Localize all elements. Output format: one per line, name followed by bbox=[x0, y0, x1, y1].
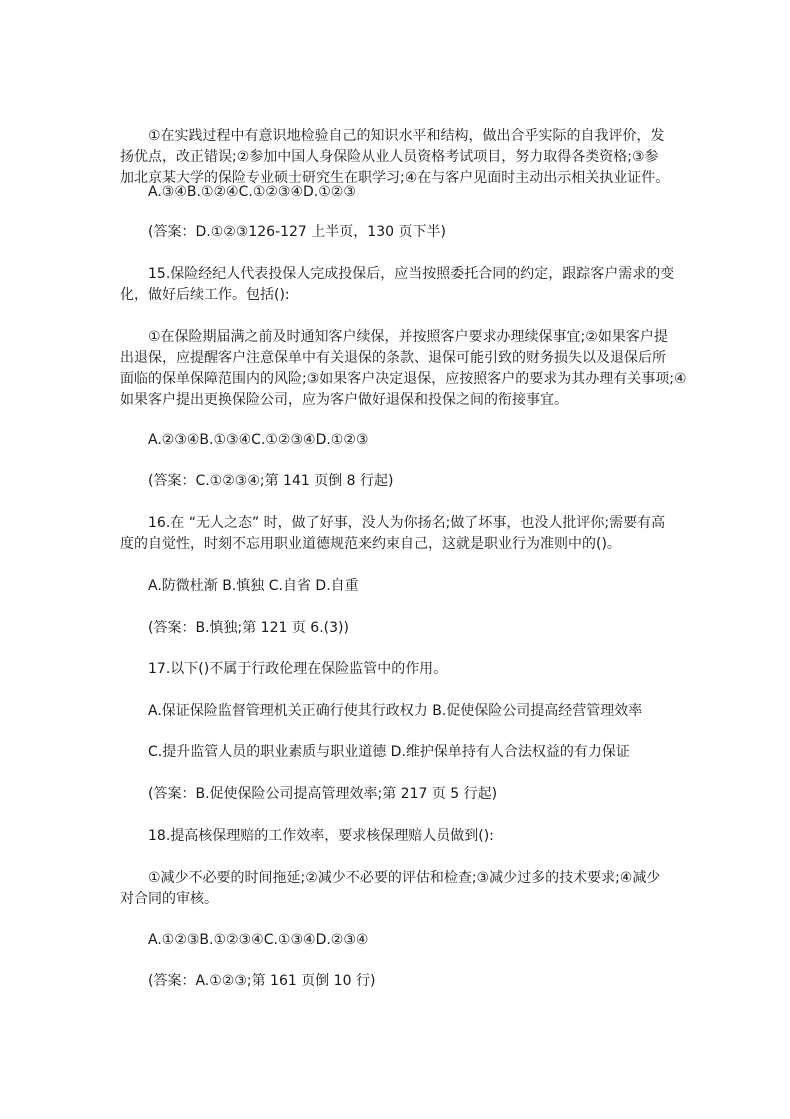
answer-key: (答案：C.①②③④;第 141 页倒 8 行起) bbox=[148, 473, 394, 489]
text-line: 出退保，应提醒客户注意保单中有关退保的条款、退保可能引致的财务损失以及退保后所 bbox=[120, 350, 666, 366]
answer-key: (答案：B.慎独;第 121 页 6.(3)) bbox=[148, 620, 349, 636]
answer-options: A.①②③B.①②③④C.①③④D.②③④ bbox=[148, 932, 369, 948]
text-line: 加北京某大学的保险专业硕士研究生在职学习;④在与客户见面时主动出示相关执业证件。 bbox=[120, 170, 670, 186]
question-15: 15.保险经纪人代表投保人完成投保后，应当按照委托合同的约定，跟踪客户需求的变 bbox=[148, 266, 675, 282]
question-18: 18.提高核保理赔的工作效率，要求核保理赔人员做到(): bbox=[148, 828, 494, 844]
answer-options: A.防微杜渐 B.慎独 C.自省 D.自重 bbox=[148, 578, 359, 594]
answer-options: A.③④B.①②④C.①②③④D.①②③ bbox=[148, 184, 356, 200]
text-line: 扬优点，改正错误;②参加中国人身保险从业人员资格考试项目，努力取得各类资格;③参 bbox=[120, 149, 659, 165]
text-line: 如果客户提出更换保险公司，应为客户做好退保和投保之间的衔接事宜。 bbox=[120, 392, 568, 408]
text-line: ①在实践过程中有意识地检验自己的知识水平和结构，做出合乎实际的自我评价，发 bbox=[148, 128, 665, 144]
answer-options: A.保证保险监督管理机关正确行使其行政权力 B.促使保险公司提高经营管理效率 bbox=[148, 703, 643, 719]
answer-options: C.提升监管人员的职业素质与职业道德 D.维护保单持有人合法权益的有力保证 bbox=[148, 744, 630, 760]
text-line: 化，做好后续工作。包括(): bbox=[120, 287, 290, 303]
answer-options: A.②③④B.①③④C.①②③④D.①②③ bbox=[148, 432, 369, 448]
text-line: ①在保险期届满之前及时通知客户续保，并按照客户要求办理续保事宜;②如果客户提 bbox=[148, 329, 668, 345]
answer-key: (答案：A.①②③;第 161 页倒 10 行) bbox=[148, 973, 376, 989]
answer-key: (答案：B.促使保险公司提高管理效率;第 217 页 5 行起) bbox=[148, 786, 498, 802]
text-line: 度的自觉性，时刻不忘用职业道德规范来约束自己，这就是职业行为准则中的()。 bbox=[120, 536, 621, 552]
answer-key: (答案：D.①②③126-127 上半页，130 页下半) bbox=[148, 224, 446, 240]
text-line: 面临的保单保障范围内的风险;③如果客户决定退保，应按照客户的要求为其办理有关事项;④ bbox=[120, 371, 687, 387]
question-17: 17.以下()不属于行政伦理在保险监管中的作用。 bbox=[148, 661, 448, 677]
question-16: 16.在 “无人之态” 时，做了好事，没人为你扬名;做了坏事，也没人批评你;需要有高 bbox=[148, 515, 666, 531]
text-line: 对合同的审核。 bbox=[120, 891, 218, 907]
text-line: ①减少不必要的时间拖延;②减少不必要的评估和检查;③减少过多的技术要求;④减少 bbox=[148, 870, 661, 886]
